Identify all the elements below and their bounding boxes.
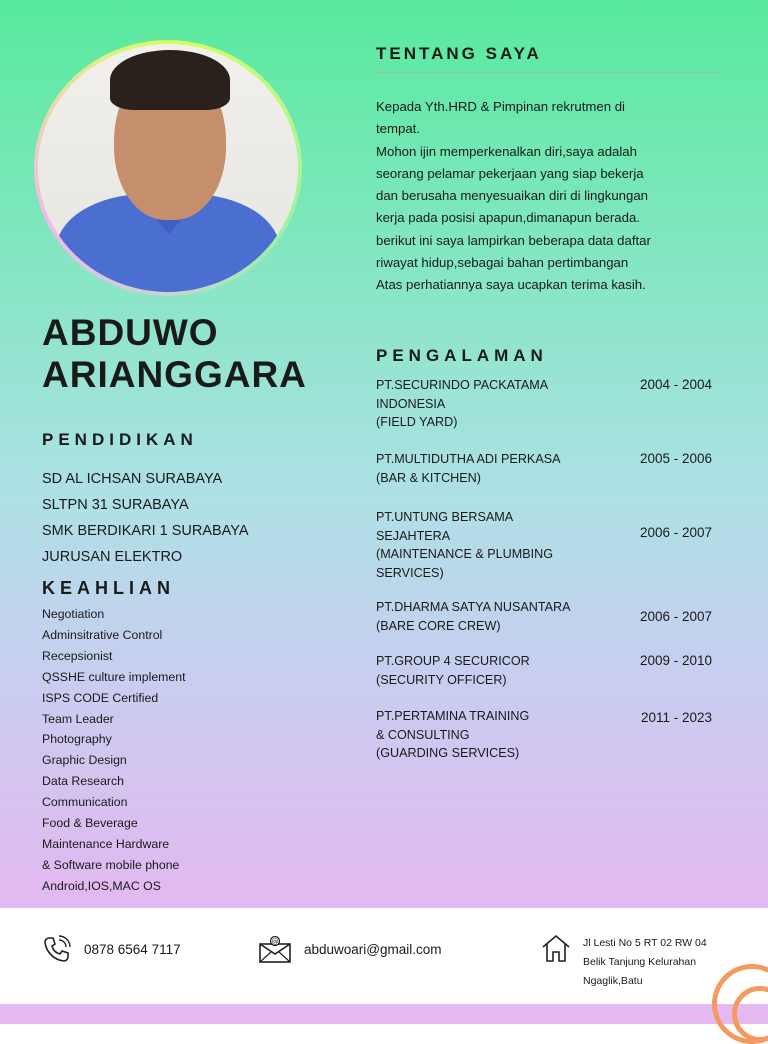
experience-item [376, 707, 726, 763]
job-company: PT.GROUP 4 SECURICOR [376, 654, 530, 668]
job-company: PT.MULTIDUTHA ADI PERKASA [376, 452, 561, 466]
job-years: 2005 - 2006 [639, 451, 712, 466]
job-years: 2006 - 2007 [639, 609, 712, 624]
experience-item [376, 450, 726, 487]
job-role: (MAINTENANCE & PLUMBING [376, 547, 554, 561]
job-role: (SECURITY OFFICER) [376, 672, 507, 687]
skill-item: Negotiation [42, 607, 105, 621]
about-line: Kepada Yth.HRD & Pimpinan rekrutmen di [376, 99, 625, 114]
about-line: seorang pelamar pekerjaan yang siap bekerja [376, 165, 644, 181]
email-icon [258, 934, 292, 964]
job-role-cont: SERVICES) [376, 565, 444, 580]
skill-item: Android,IOS,MAC OS [42, 878, 161, 893]
profile-photo-image [38, 44, 298, 292]
address-line: Ngaglik,Batu [583, 975, 643, 987]
job-company-cont: INDONESIA [376, 396, 446, 411]
skill-item: Maintenance Hardware [42, 836, 170, 851]
skills-list [42, 604, 186, 897]
profile-photo [34, 40, 302, 296]
job-company: PT.DHARMA SATYA NUSANTARA [376, 600, 571, 614]
job-years: 2011 - 2023 [640, 710, 712, 725]
candidate-name [42, 312, 307, 396]
skill-item: Recepsionist [42, 648, 113, 663]
experience-item [376, 598, 726, 635]
education-list [42, 466, 249, 570]
experience-item [376, 652, 726, 689]
skill-item: Communication [42, 795, 128, 810]
skill-item: Food & Beverage [42, 816, 138, 831]
education-item: SD AL ICHSAN SURABAYA [42, 471, 223, 487]
contact-email[interactable] [258, 934, 442, 964]
skill-item: Adminsitrative Control [42, 627, 163, 642]
education-item: JURUSAN ELEKTRO [42, 549, 183, 565]
about-line: Mohon ijin memperkenalkan diri,saya adalah [376, 143, 637, 159]
about-heading: TENTANG SAYA [376, 44, 542, 63]
about-line: Atas perhatiannya saya ucapkan terima kasih. [376, 277, 646, 293]
job-company: PT.UNTUNG BERSAMA [376, 510, 514, 524]
about-line: berikut ini saya lampirkan beberapa data daftar [376, 232, 651, 248]
experience-item [376, 508, 726, 582]
job-company: PT.PERTAMINA TRAINING [376, 709, 530, 723]
about-line: tempat. [376, 121, 420, 137]
address-line: Jl Lesti No 5 RT 02 RW 04 [583, 937, 707, 949]
about-line: riwayat hidup,sebagai bahan pertimbangan [376, 255, 629, 271]
job-role: (BARE CORE CREW) [376, 618, 501, 633]
experience-item [376, 376, 726, 432]
skills-heading: KEAHLIAN [42, 578, 175, 598]
skill-item: ISPS CODE Certified [42, 690, 159, 705]
job-years: 2004 - 2004 [639, 377, 712, 392]
name-line-2: ARIANGGARA [42, 354, 307, 395]
job-role: (FIELD YARD) [376, 415, 458, 429]
svg-text:@: @ [271, 937, 279, 946]
experience-heading: PENGALAMAN [376, 346, 548, 365]
job-role: (BAR & KITCHEN) [376, 470, 481, 485]
address-line: Belik Tanjung Kelurahan [583, 956, 697, 968]
job-years: 2009 - 2010 [639, 653, 712, 668]
about-line: kerja pada posisi apapun,dimanapun berada. [376, 210, 640, 226]
job-role: (GUARDING SERVICES) [376, 746, 520, 760]
job-company-cont: & CONSULTING [376, 727, 470, 742]
phone-icon [42, 934, 72, 964]
job-company: PT.SECURINDO PACKATAMA [376, 378, 549, 392]
footer-strip [0, 1004, 768, 1024]
name-line-1: ABDUWO [42, 312, 219, 353]
about-text [376, 96, 721, 297]
contact-phone[interactable] [42, 934, 181, 964]
contact-address [583, 934, 707, 991]
about-divider [375, 72, 719, 73]
phone-number: 0878 6564 7117 [84, 941, 181, 957]
job-company-cont: SEJAHTERA [376, 528, 451, 543]
skill-item: Graphic Design [42, 753, 127, 768]
skill-item: Data Research [42, 774, 125, 789]
skill-item: Photography [42, 732, 112, 747]
skill-item: QSSHE culture implement [42, 669, 186, 684]
skill-item: Team Leader [42, 711, 114, 726]
home-icon [540, 932, 572, 964]
skill-item: & Software mobile phone [42, 857, 180, 872]
job-years: 2006 - 2007 [639, 525, 712, 540]
education-heading: PENDIDIKAN [42, 430, 198, 449]
education-item: SLTPN 31 SURABAYA [42, 497, 189, 513]
education-item: SMK BERDIKARI 1 SURABAYA [42, 523, 249, 539]
photo-hair [110, 50, 230, 110]
about-line: dan berusaha menyesuaikan diri di lingkungan [376, 188, 648, 204]
email-address: abduwoari@gmail.com [304, 941, 442, 957]
